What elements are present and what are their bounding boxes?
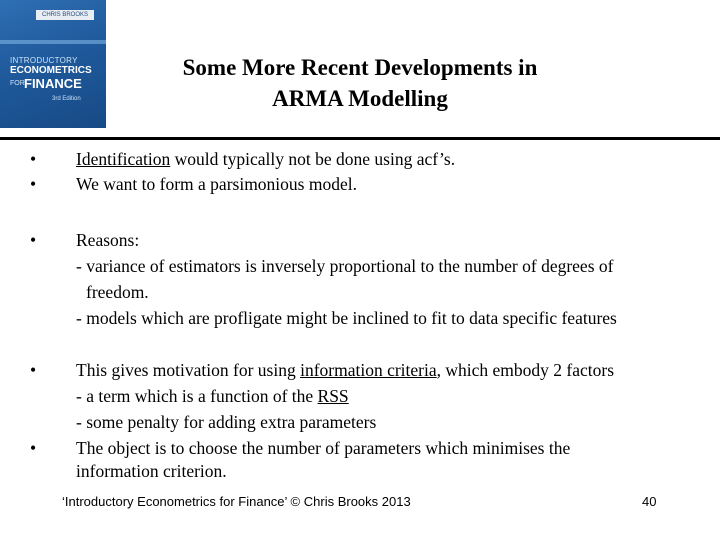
cover-title-finance: FINANCE [24,76,82,91]
bullet-objective: The object is to choose the number of parameters which minimises the [76,438,571,458]
reason-variance-cont: freedom. [86,282,149,302]
underlined-term: information criteria [300,360,437,380]
bullet-marker: • [30,438,37,458]
bullet-marker: • [30,360,37,380]
bullet-parsimonious: We want to form a parsimonious model. [76,174,357,194]
bullet-objective-cont: information criterion. [76,461,227,481]
bullet-marker: • [30,230,37,250]
factor-rss [76,384,349,408]
bullet-marker: • [30,149,37,169]
slide-title-line1: Some More Recent Developments in [182,55,538,80]
bullet-information-criteria [76,358,614,382]
cover-title-for: FOR [10,80,25,87]
page-number: 40 [642,494,657,509]
cover-author-label: CHRIS BROOKS [36,10,94,20]
bullet-reasons-heading: Reasons: [76,230,140,250]
bullet-identification [76,147,455,171]
cover-edition: 3rd Edition [52,96,81,102]
reason-variance: - variance of estimators is inversely proportional to the number of degrees of [76,256,614,276]
slide-title-line2: ARMA Modelling [272,86,448,111]
reason-profligate: - models which are profligate might be inclined to fit to data specific features [76,308,617,328]
bullet-marker: • [30,174,37,194]
footer-citation: ‘Introductory Econometrics for Finance’ © Chris Brooks 2013 [62,494,411,509]
cover-title-line1: INTRODUCTORY [10,56,78,65]
bullet-text: would typically not be done using acf’s. [170,149,456,169]
bullet-text: This gives motivation for using [76,360,301,380]
underlined-term: Identification [76,149,171,169]
factor-penalty: - some penalty for adding extra parameters [76,412,377,432]
bullet-text: , which embody 2 factors [436,360,615,380]
rss-term: RSS [317,386,349,406]
factor-text: - a term which is a function of the [76,386,318,406]
cover-title-line2: ECONOMETRICS [10,65,92,76]
